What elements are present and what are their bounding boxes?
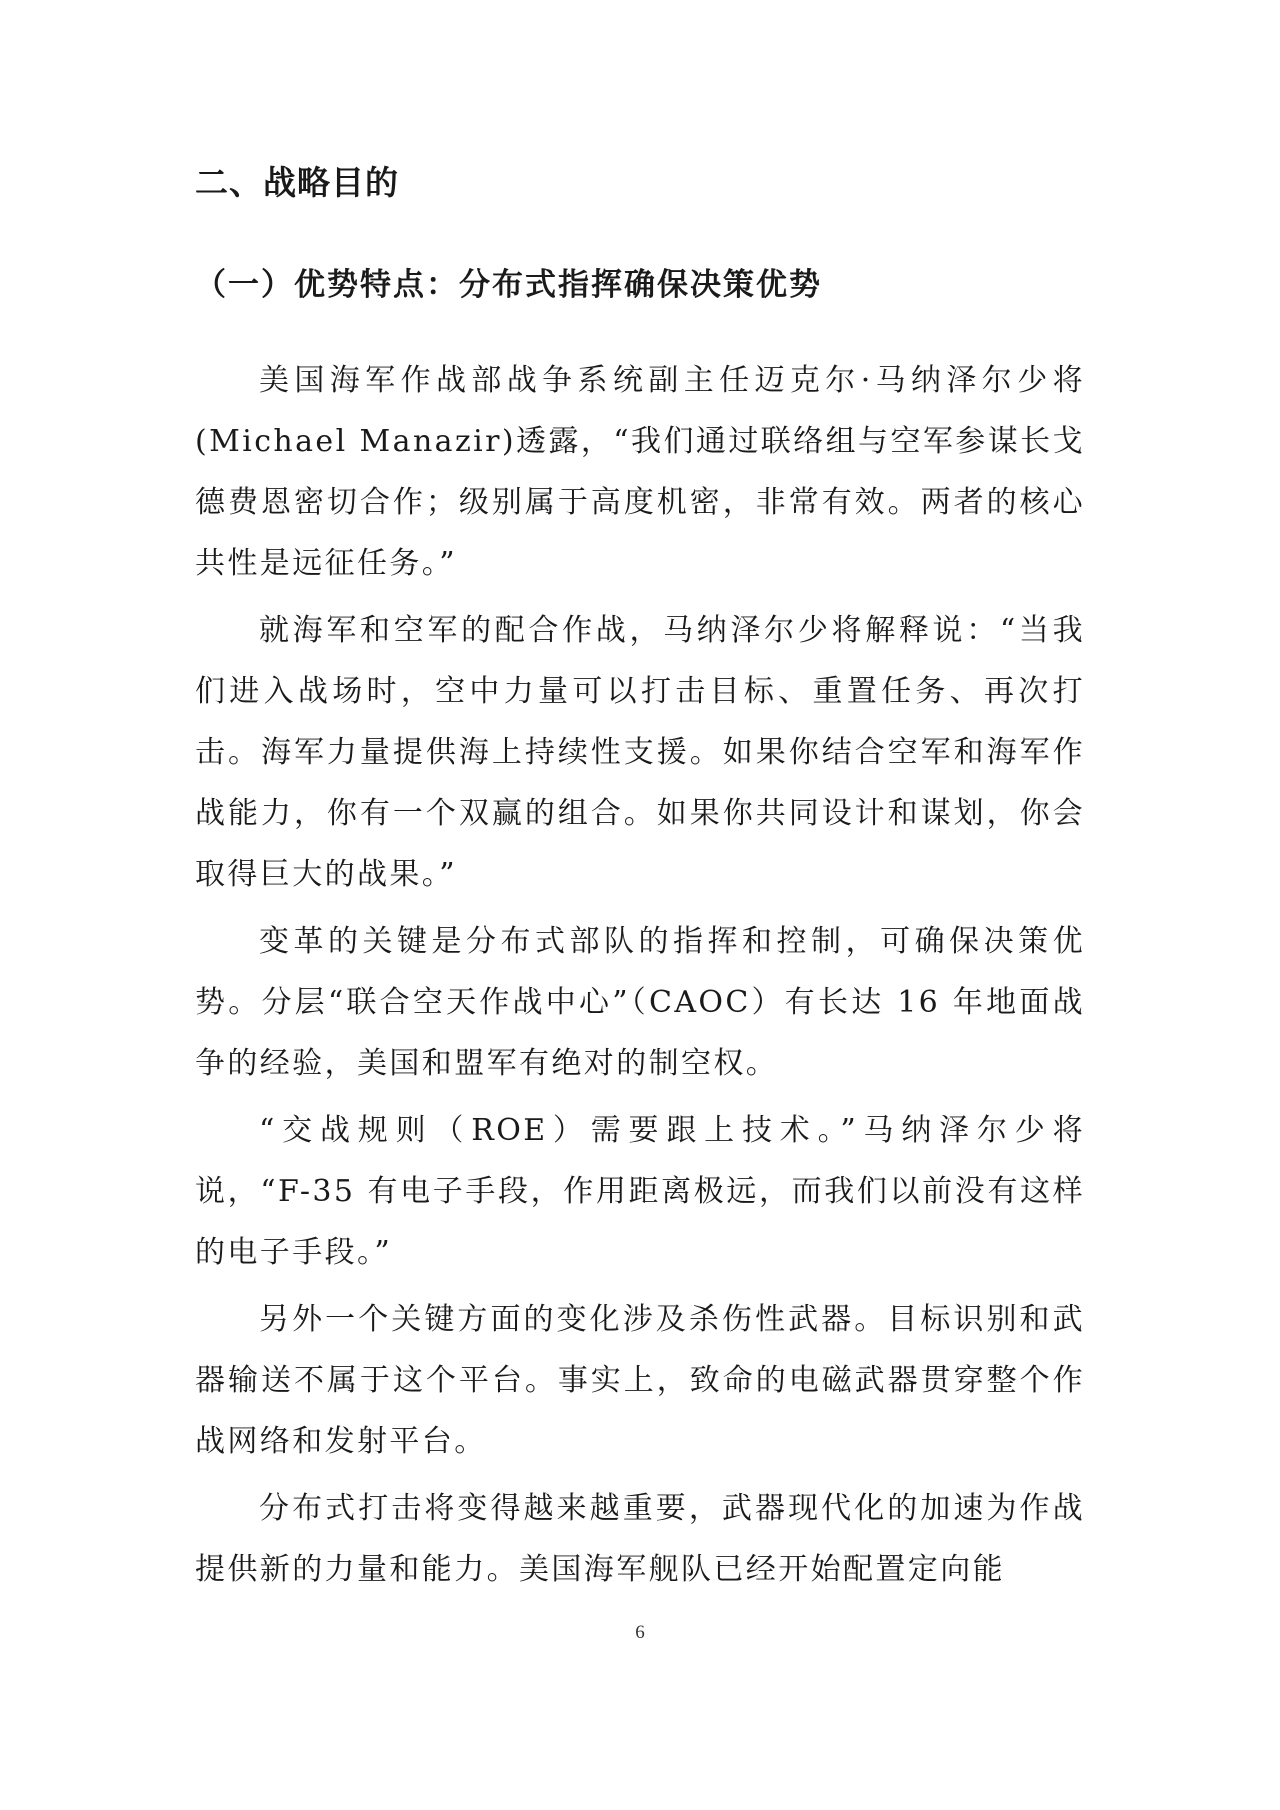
paragraph-1: 美国海军作战部战争系统副主任迈克尔·马纳泽尔少将(Michael Manazir)透露，“我们通过联络组与空军参谋长戈德费恩密切合作；级别属于高度机密，非常有效。两者的核心共性是远征任务。” bbox=[195, 363, 1085, 581]
paragraph-4: “交战规则（ROE）需要跟上技术。”马纳泽尔少将说，“F-35 有电子手段，作用距离极远，而我们以前没有这样的电子手段。” bbox=[195, 1113, 1085, 1270]
page-content bbox=[195, 160, 1085, 1606]
paragraph-6: 分布式打击将变得越来越重要，武器现代化的加速为作战提供新的力量和能力。美国海军舰队已经开始配置定向能 bbox=[195, 1491, 1085, 1587]
subsection-heading: （一）优势特点：分布式指挥确保决策优势 bbox=[195, 267, 822, 303]
paragraph-5: 另外一个关键方面的变化涉及杀伤性武器。目标识别和武器输送不属于这个平台。事实上，致命的电磁武器贯穿整个作战网络和发射平台。 bbox=[195, 1302, 1085, 1459]
paragraph-2: 就海军和空军的配合作战，马纳泽尔少将解释说：“当我们进入战场时，空中力量可以打击目标、重置任务、再次打击。海军力量提供海上持续性支援。如果你结合空军和海军作战能力，你有一个双赢的组合。如果你共同设计和谋划，你会取得巨大的战果。” bbox=[195, 613, 1085, 892]
page-number: 6 bbox=[635, 1622, 645, 1643]
section-heading: 二、战略目的 bbox=[195, 163, 399, 202]
paragraph-3: 变革的关键是分布式部队的指挥和控制，可确保决策优势。分层“联合空天作战中心”（CAOC）有长达 16 年地面战争的经验，美国和盟军有绝对的制空权。 bbox=[195, 924, 1085, 1081]
